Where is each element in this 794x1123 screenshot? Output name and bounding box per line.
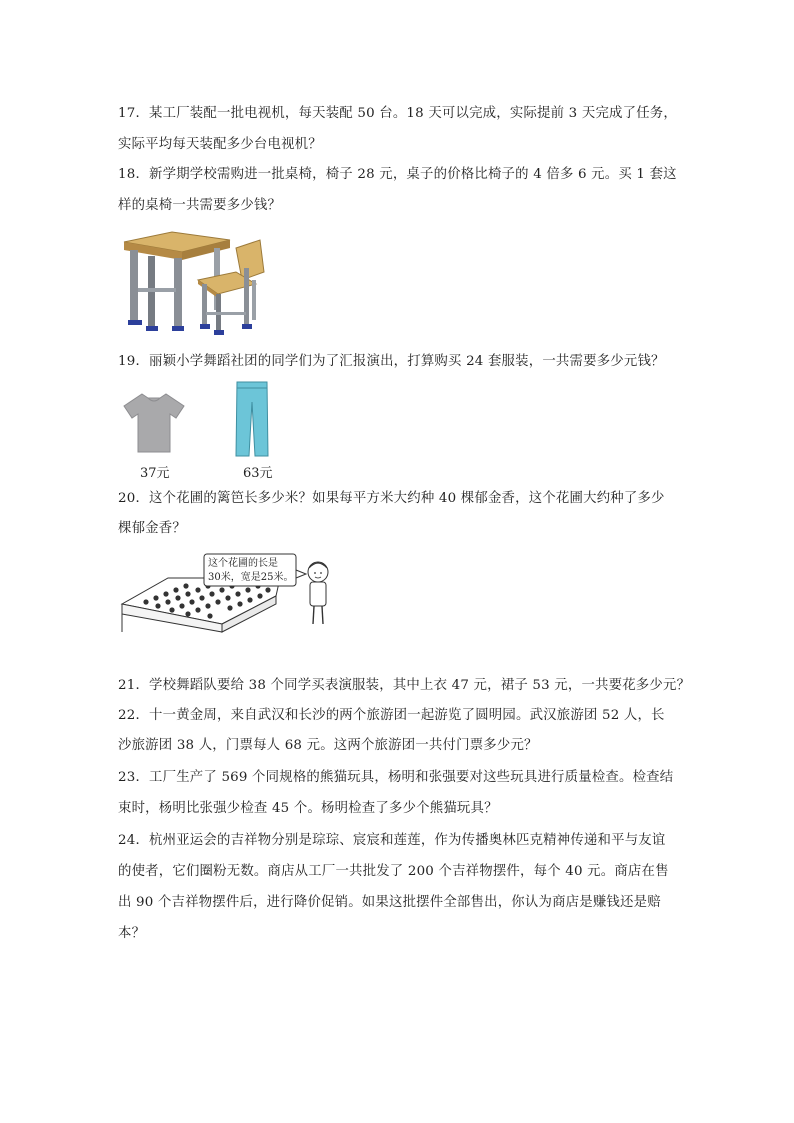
speech-bubble-line-2: 30米，宽是25米。 bbox=[208, 572, 294, 583]
q19-line-1: 19．丽颖小学舞蹈社团的同学们为了汇报演出，打算购买 24 套服装，一共需要多少元钱？ bbox=[118, 354, 665, 369]
tshirt-price: 37元 bbox=[140, 466, 170, 481]
q18-line-1: 18．新学期学校需购进一批桌椅，椅子 28 元，桌子的价格比椅子的 4 倍多 6 元。买 1 套这 bbox=[118, 167, 677, 182]
speech-bubble-line-1: 这个花圃的长是 bbox=[208, 558, 278, 569]
desk-chair-illustration bbox=[118, 228, 278, 336]
pants-icon bbox=[234, 380, 270, 458]
q17-line-1: 17．某工厂装配一批电视机，每天装配 50 台。18 天可以完成，实际提前 3 天完成了任务， bbox=[118, 106, 677, 121]
q17-line-2: 实际平均每天装配多少台电视机？ bbox=[118, 137, 322, 152]
pants-price: 63元 bbox=[243, 466, 273, 481]
q24-line-3: 出 90 个吉祥物摆件后，进行降价促销。如果这批摆件全部售出，你认为商店是赚钱还是赔 bbox=[118, 895, 661, 910]
q22-line-1: 22．十一黄金周，来自武汉和长沙的两个旅游团一起游览了圆明园。武汉旅游团 52 人，长 bbox=[118, 708, 665, 723]
q24-line-1: 24．杭州亚运会的吉祥物分别是琮琮、宸宸和莲莲，作为传播奥林匹克精神传递和平与友谊 bbox=[118, 833, 666, 848]
q24-line-4: 本？ bbox=[118, 926, 146, 941]
q22-line-2: 沙旅游团 38 人，门票每人 68 元。这两个旅游团一共付门票多少元？ bbox=[118, 738, 538, 753]
q24-line-2: 的使者，它们圈粉无数。商店从工厂一共批发了 200 个吉祥物摆件，每个 40 元。商店在售 bbox=[118, 864, 669, 879]
q23-line-2: 束时，杨明比张强少检查 45 个。杨明检查了多少个熊猫玩具？ bbox=[118, 801, 498, 816]
q20-line-1: 20．这个花圃的篱笆长多少米？如果每平方米大约种 40 棵郁金香，这个花圃大约种了多少 bbox=[118, 491, 665, 506]
q23-line-1: 23．工厂生产了 569 个同规格的熊猫玩具，杨明和张强要对这些玩具进行质量检查。检查结 bbox=[118, 770, 674, 785]
tshirt-icon bbox=[122, 392, 186, 454]
q20-line-2: 棵郁金香？ bbox=[118, 521, 186, 536]
q18-line-2: 样的桌椅一共需要多少钱？ bbox=[118, 198, 282, 213]
q21-line-1: 21．学校舞蹈队要给 38 个同学买表演服装，其中上衣 47 元，裙子 53 元，一共要花多少元？ bbox=[118, 678, 691, 693]
